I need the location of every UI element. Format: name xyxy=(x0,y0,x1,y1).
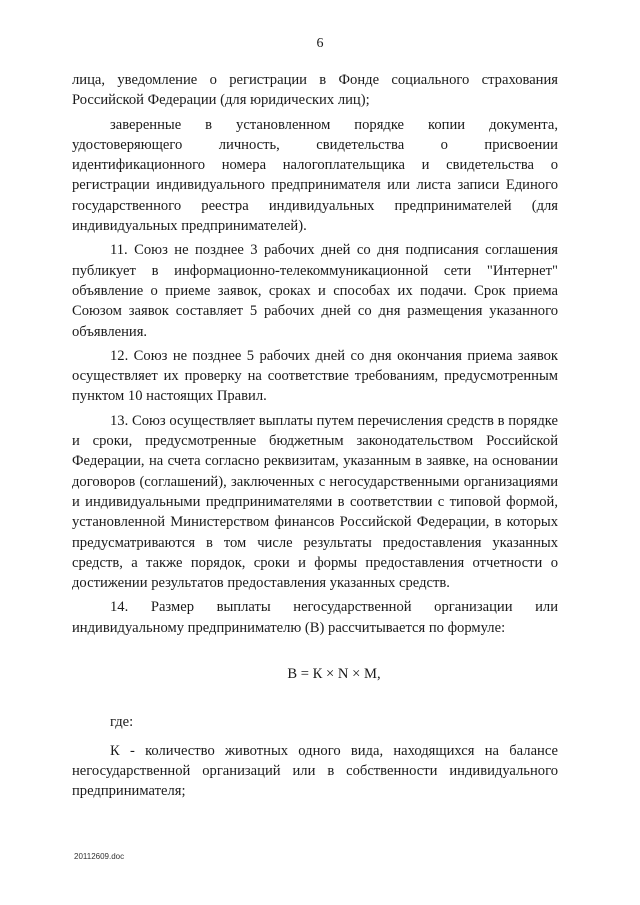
paragraph-clause-11: 11. Союз не позднее 3 рабочих дней со дня подписания соглашения публикует в информационно-телекоммуникационной сети "Интернет" объявление о приеме заявок, сроках и способах их подачи. Срок приема Союзом заявок составляет 5 рабочих дней со дня размещения указанного объявления. xyxy=(72,242,558,340)
paragraph-clause-12: 12. Союз не позднее 5 рабочих дней со дня окончания приема заявок осуществляет их проверку на соответствие требованиям, предусмотренным пунктом 10 настоящих Правил. xyxy=(72,347,558,405)
where-label: где: xyxy=(110,714,134,731)
definition-k: К - количество животных одного вида, находящихся на балансе негосударственной организаций или в собственности индивидуального предпринимателя; xyxy=(72,742,558,800)
document-code: 20112609.doc xyxy=(74,852,125,861)
paragraph-continuation: лица, уведомление о регистрации в Фонде социального страхования Российской Федерации (для юридических лиц); xyxy=(72,72,558,109)
paragraph-clause-14: 14. Размер выплаты негосударственной организации или индивидуальному предпринимателю (В) рассчитывается по формуле: xyxy=(72,599,558,636)
page-number: 6 xyxy=(316,36,324,51)
paragraph-certified-copies: заверенные в установленном порядке копии документа, удостоверяющего личность, свидетельства о присвоении идентификационного номера налогоплательщика и свидетельства о регистрации индивидуального предпринимателя или листа записи Единого государственного реестра индивидуальных предпринимателей (для индивидуальных предпринимателей). xyxy=(72,116,558,235)
document-body xyxy=(72,70,558,806)
paragraph-clause-13: 13. Союз осуществляет выплаты путем перечисления средств в порядке и сроки, предусмотренные бюджетным законодательством Российской Федерации, на счета согласно реквизитам, указанным в заявке, на основании договоров (соглашений), заключенных с негосударственными организациями и индивидуальными предпринимателями в соответствии с типовой формой, установленной Министерством финансов Российской Федерации, в которых предусматриваются в том числе результаты предоставления указанных средств, а также порядок, сроки и формы предоставления отчетности о достижении результатов предоставления указанных средств. xyxy=(72,412,558,592)
payment-formula: В = К × N × М, xyxy=(287,666,381,683)
